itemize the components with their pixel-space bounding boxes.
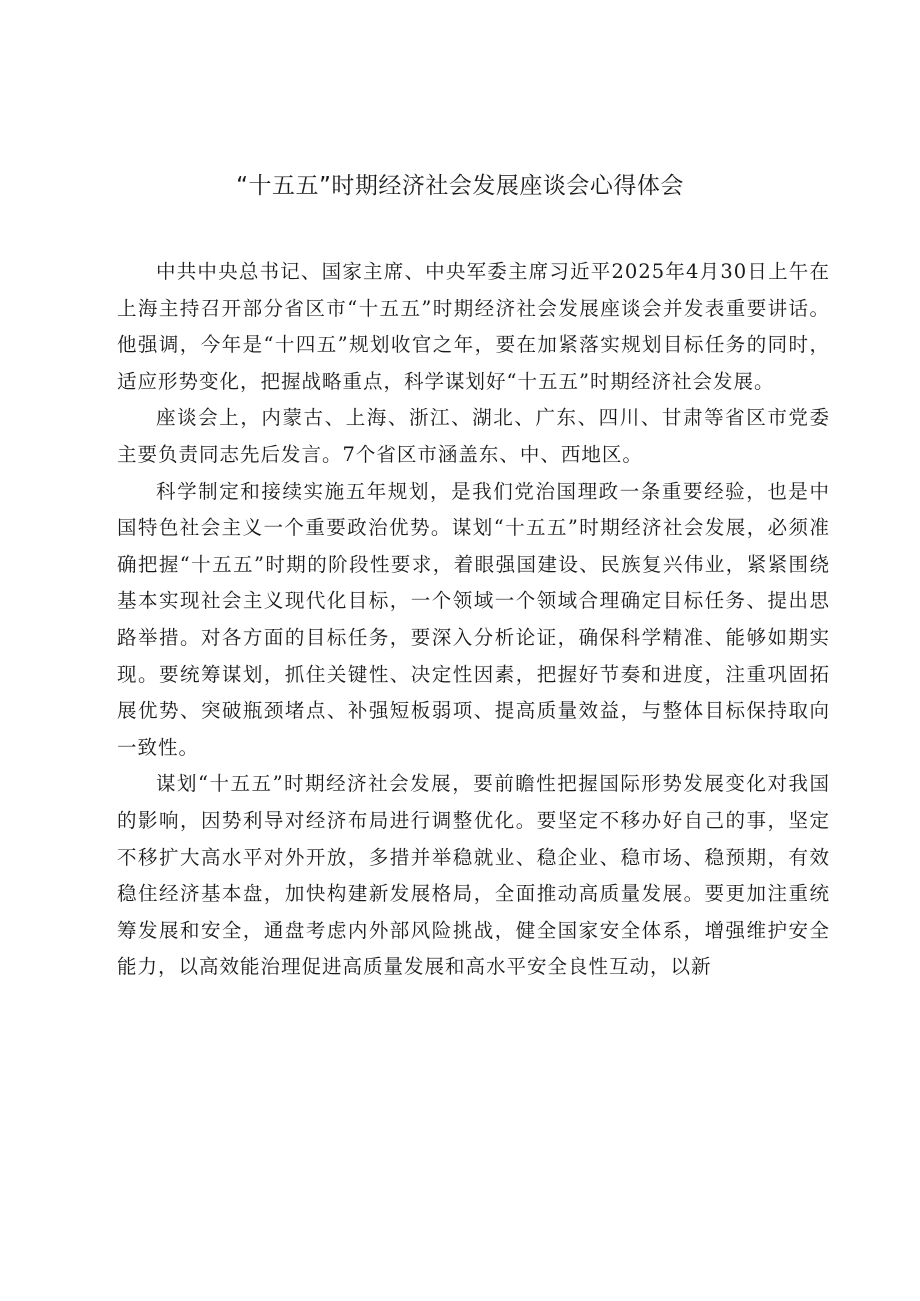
paragraph-4: 谋划“十五五”时期经济社会发展，要前瞻性把握国际形势发展变化对我国的影响，因势利导对经济布局进行调整优化。要坚定不移办好自己的事，坚定不移扩大高水平对外开放，多措并举稳就业、稳企业、稳市场、稳预期，有效稳住经济基本盘，加快构建新发展格局，全面推动高质量发展。要更加注重统筹发展和安全，通盘考虑内外部风险挑战，健全国家安全体系，增强维护安全能力，以高效能治理促进高质量发展和高水平安全良性互动，以新 <box>117 772 830 979</box>
paragraph-2: 座谈会上，内蒙古、上海、浙江、湖北、广东、四川、甘肃等省区市党委主要负责同志先后发言。7个省区市涵盖东、中、西地区。 <box>117 406 830 466</box>
page-title: “十五五”时期经济社会发展座谈会心得体会 <box>236 173 684 199</box>
document-body <box>117 254 830 986</box>
paragraph-3: 科学制定和接续实施五年规划，是我们党治国理政一条重要经验，也是中国特色社会主义一个重要政治优势。谋划“十五五”时期经济社会发展，必须准确把握“十五五”时期的阶段性要求，着眼强国建设、民族复兴伟业，紧紧围绕基本实现社会主义现代化目标，一个领域一个领域合理确定目标任务、提出思路举措。对各方面的目标任务，要深入分析论证，确保科学精准、能够如期实现。要统筹谋划，抓住关键性、决定性因素，把握好节奏和进度，注重巩固拓展优势、突破瓶颈堵点、补强短板弱项、提高质量效益，与整体目标保持取向一致性。 <box>117 479 830 759</box>
paragraph-1: 中共中央总书记、国家主席、中央军委主席习近平2025年4月30日上午在上海主持召开部分省区市“十五五”时期经济社会发展座谈会并发表重要讲话。他强调，今年是“十四五”规划收官之年，要在加紧落实规划目标任务的同时，适应形势变化，把握战略重点，科学谋划好“十五五”时期经济社会发展。 <box>117 260 830 393</box>
